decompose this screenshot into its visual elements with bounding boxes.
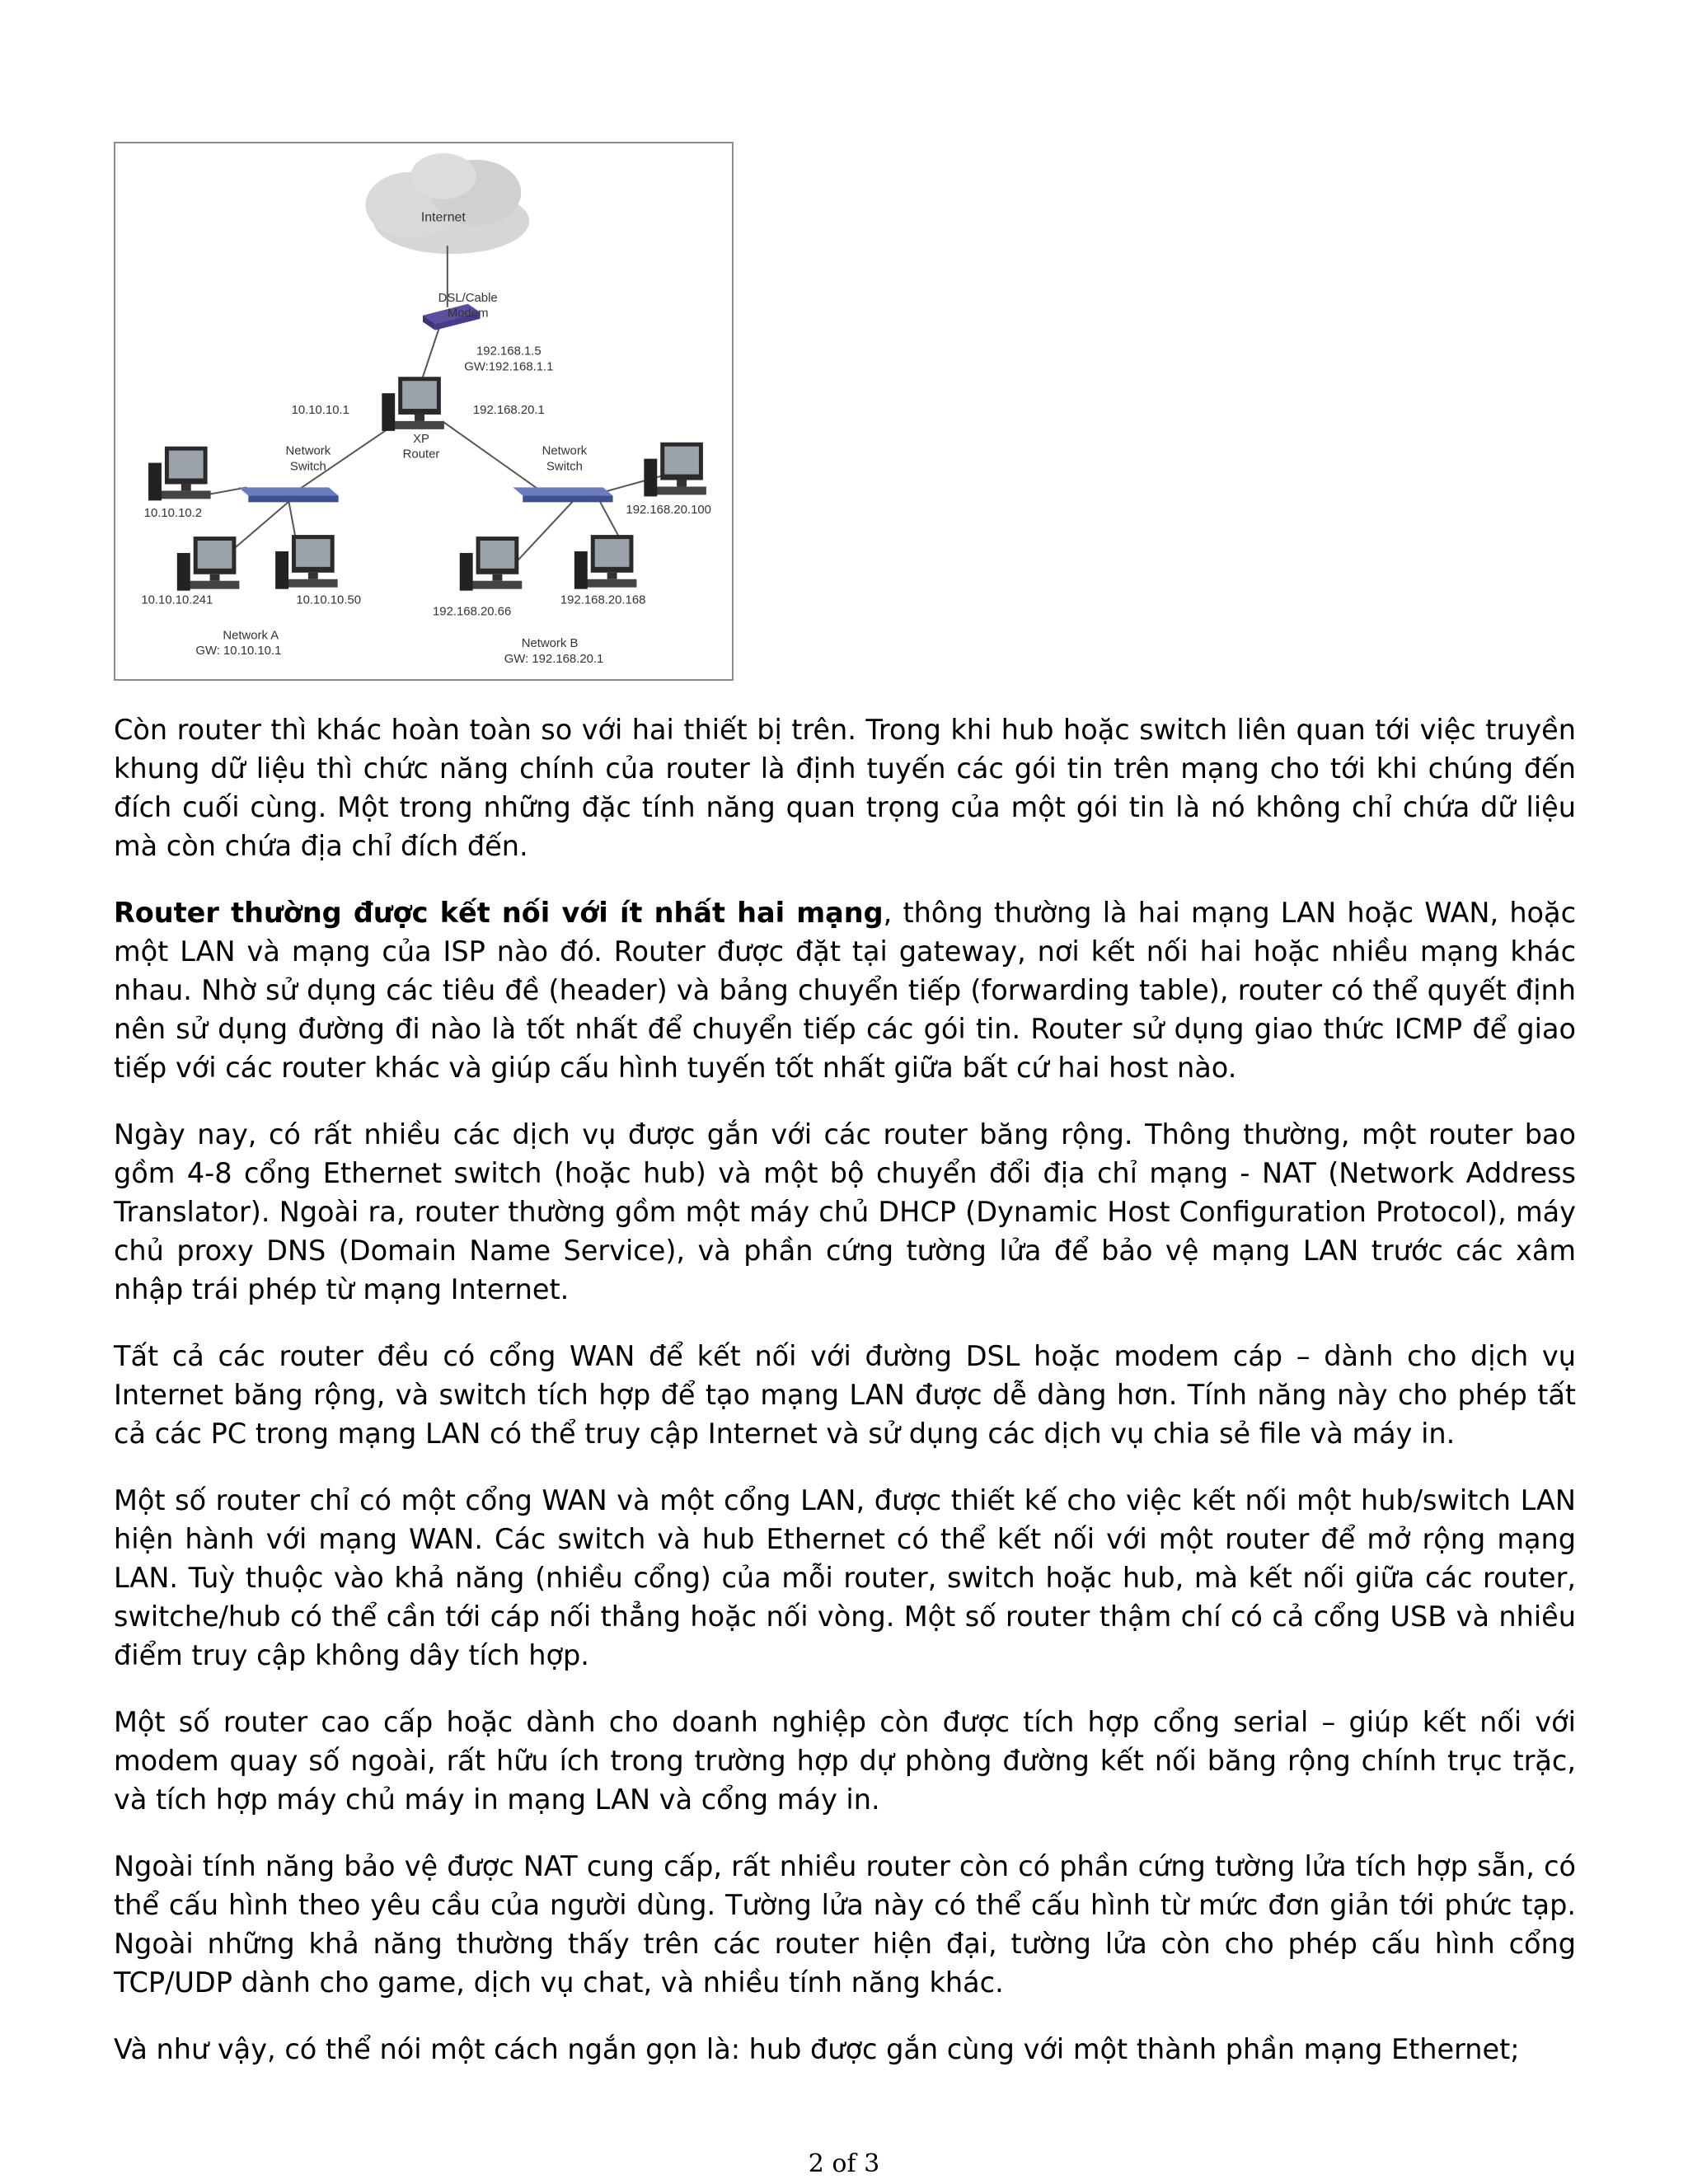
paragraph-2-rest: , thông thường là hai mạng LAN hoặc WAN, hoặc một LAN và mạng của ISP nào đó. Router được đặt tại gateway, nơi kết nối hai hoặc nhiều mạng khác nhau. Nhờ sử dụng các tiêu đề (header) và bảng chuyển tiếp (forwarding table), router có thể quyết định nên sử dụng đường đi nào là tốt nhất để chuyển tiếp các gói tin. Router sử dụng giao thức ICMP để giao tiếp với các router khác và giúp cấu hình tuyến tốt nhất giữa bất cứ hai host nào. bbox=[114, 897, 1576, 1084]
router-label-2: Router bbox=[402, 448, 440, 462]
switch-a-label-1: Network bbox=[285, 444, 331, 458]
page-number: 2 of 3 bbox=[808, 2149, 880, 2178]
network-switch-a-icon bbox=[238, 487, 338, 502]
network-switch-b-icon bbox=[513, 487, 612, 502]
paragraph-2 bbox=[114, 893, 1576, 1087]
paragraph-2-bold: Router thường được kết nối với ít nhất hai mạng bbox=[114, 897, 884, 929]
network-diagram-figure bbox=[114, 142, 734, 681]
network-a-gateway: GW: 10.10.10.1 bbox=[195, 644, 282, 658]
modem-gateway: GW:192.168.1.1 bbox=[464, 360, 554, 374]
switch-b-label-1: Network bbox=[542, 444, 588, 458]
modem-label-1: DSL/Cable bbox=[438, 291, 498, 305]
router-computer-icon bbox=[382, 377, 444, 431]
network-a-label: Network A bbox=[223, 629, 279, 643]
paragraph-8: Và như vậy, có thể nói một cách ngắn gọn là: hub được gắn cùng với một thành phần mạng Ethernet; bbox=[114, 2033, 1520, 2065]
paragraph-6: Một số router cao cấp hoặc dành cho doanh nghiệp còn được tích hợp cổng serial – giúp kết nối với modem quay số ngoài, rất hữu ích trong trường hợp dự phòng đường kết nối băng rộng chính trục trặc, và tích hợp máy chủ máy in mạng LAN và cổng máy in. bbox=[114, 1706, 1576, 1816]
pc-a1-ip: 10.10.10.2 bbox=[143, 507, 203, 521]
modem-ip: 192.168.1.5 bbox=[476, 344, 542, 359]
computer-icon bbox=[644, 443, 706, 497]
internet-cloud-icon bbox=[365, 153, 529, 254]
computer-icon bbox=[148, 447, 211, 501]
router-right-ip: 192.168.20.1 bbox=[472, 403, 545, 417]
pc-a2-ip: 10.10.10.241 bbox=[141, 593, 213, 607]
network-b-gateway: GW: 192.168.20.1 bbox=[504, 653, 604, 667]
network-diagram bbox=[115, 143, 732, 679]
pc-b2-ip: 192.168.20.66 bbox=[433, 605, 512, 619]
computer-icon bbox=[574, 535, 637, 589]
internet-label: Internet bbox=[420, 210, 466, 225]
paragraph-3: Ngày nay, có rất nhiều các dịch vụ được gắn với các router băng rộng. Thông thường, một router bao gồm 4-8 cổng Ethernet switch (hoặc hub) và một bộ chuyển đổi địa chỉ mạng - NAT (Network Address Translator). Ngoài ra, router thường gồm một máy chủ DHCP (Dynamic Host Configuration Protocol), máy chủ proxy DNS (Domain Name Service), và phần cứng tường lửa để bảo vệ mạng LAN trước các xâm nhập trái phép từ mạng Internet. bbox=[114, 1118, 1576, 1305]
computer-icon bbox=[275, 535, 338, 589]
pc-a3-ip: 10.10.10.50 bbox=[296, 593, 362, 607]
pc-b1-ip: 192.168.20.100 bbox=[626, 504, 711, 518]
paragraph-5: Một số router chỉ có một cổng WAN và một cổng LAN, được thiết kế cho việc kết nối một hub/switch LAN hiện hành với mạng WAN. Các switch và hub Ethernet có thể kết nối với một router để mở rộng mạng LAN. Tuỳ thuộc vào khả năng (nhiều cổng) của mỗi router, switch hoặc hub, mà kết nối giữa các router, switche/hub có thể cần tới cáp nối thẳng hoặc nối vòng. Một số router thậm chí có cả cổng USB và nhiều điểm truy cập không dây tích hợp. bbox=[114, 1484, 1576, 1671]
paragraph-1: Còn router thì khác hoàn toàn so với hai thiết bị trên. Trong khi hub hoặc switch liên quan tới việc truyền khung dữ liệu thì chức năng chính của router là định tuyến các gói tin trên mạng cho tới khi chúng đến đích cuối cùng. Một trong những đặc tính năng quan trọng của một gói tin là nó không chỉ chứa dữ liệu mà còn chứa địa chỉ đích đến. bbox=[114, 714, 1576, 862]
computer-icon bbox=[460, 537, 523, 591]
computer-icon bbox=[177, 537, 240, 591]
modem-label-2: Modem bbox=[447, 307, 489, 321]
paragraph-4: Tất cả các router đều có cổng WAN để kết nối với đường DSL hoặc modem cáp – dành cho dịch vụ Internet băng rộng, và switch tích hợp để tạo mạng LAN được dễ dàng hơn. Tính năng này cho phép tất cả các PC trong mạng LAN có thể truy cập Internet và sử dụng các dịch vụ chia sẻ file và máy in. bbox=[114, 1340, 1576, 1450]
router-label-1: XP bbox=[413, 432, 429, 446]
document-body bbox=[114, 710, 1576, 2097]
pc-b3-ip: 192.168.20.168 bbox=[560, 593, 646, 607]
network-b-label: Network B bbox=[521, 637, 579, 651]
paragraph-7: Ngoài tính năng bảo vệ được NAT cung cấp, rất nhiều router còn có phần cứng tường lửa tích hợp sẵn, có thể cấu hình theo yêu cầu của người dùng. Tường lửa này có thể cấu hình từ mức đơn giản tới phức tạp. Ngoài những khả năng thường thấy trên các router hiện đại, tường lửa còn cho phép cấu hình cổng TCP/UDP dành cho game, dịch vụ chat, và nhiều tính năng khác. bbox=[114, 1850, 1576, 1999]
router-left-ip: 10.10.10.1 bbox=[291, 403, 349, 417]
switch-a-label-2: Switch bbox=[289, 460, 326, 474]
switch-b-label-2: Switch bbox=[546, 460, 583, 474]
